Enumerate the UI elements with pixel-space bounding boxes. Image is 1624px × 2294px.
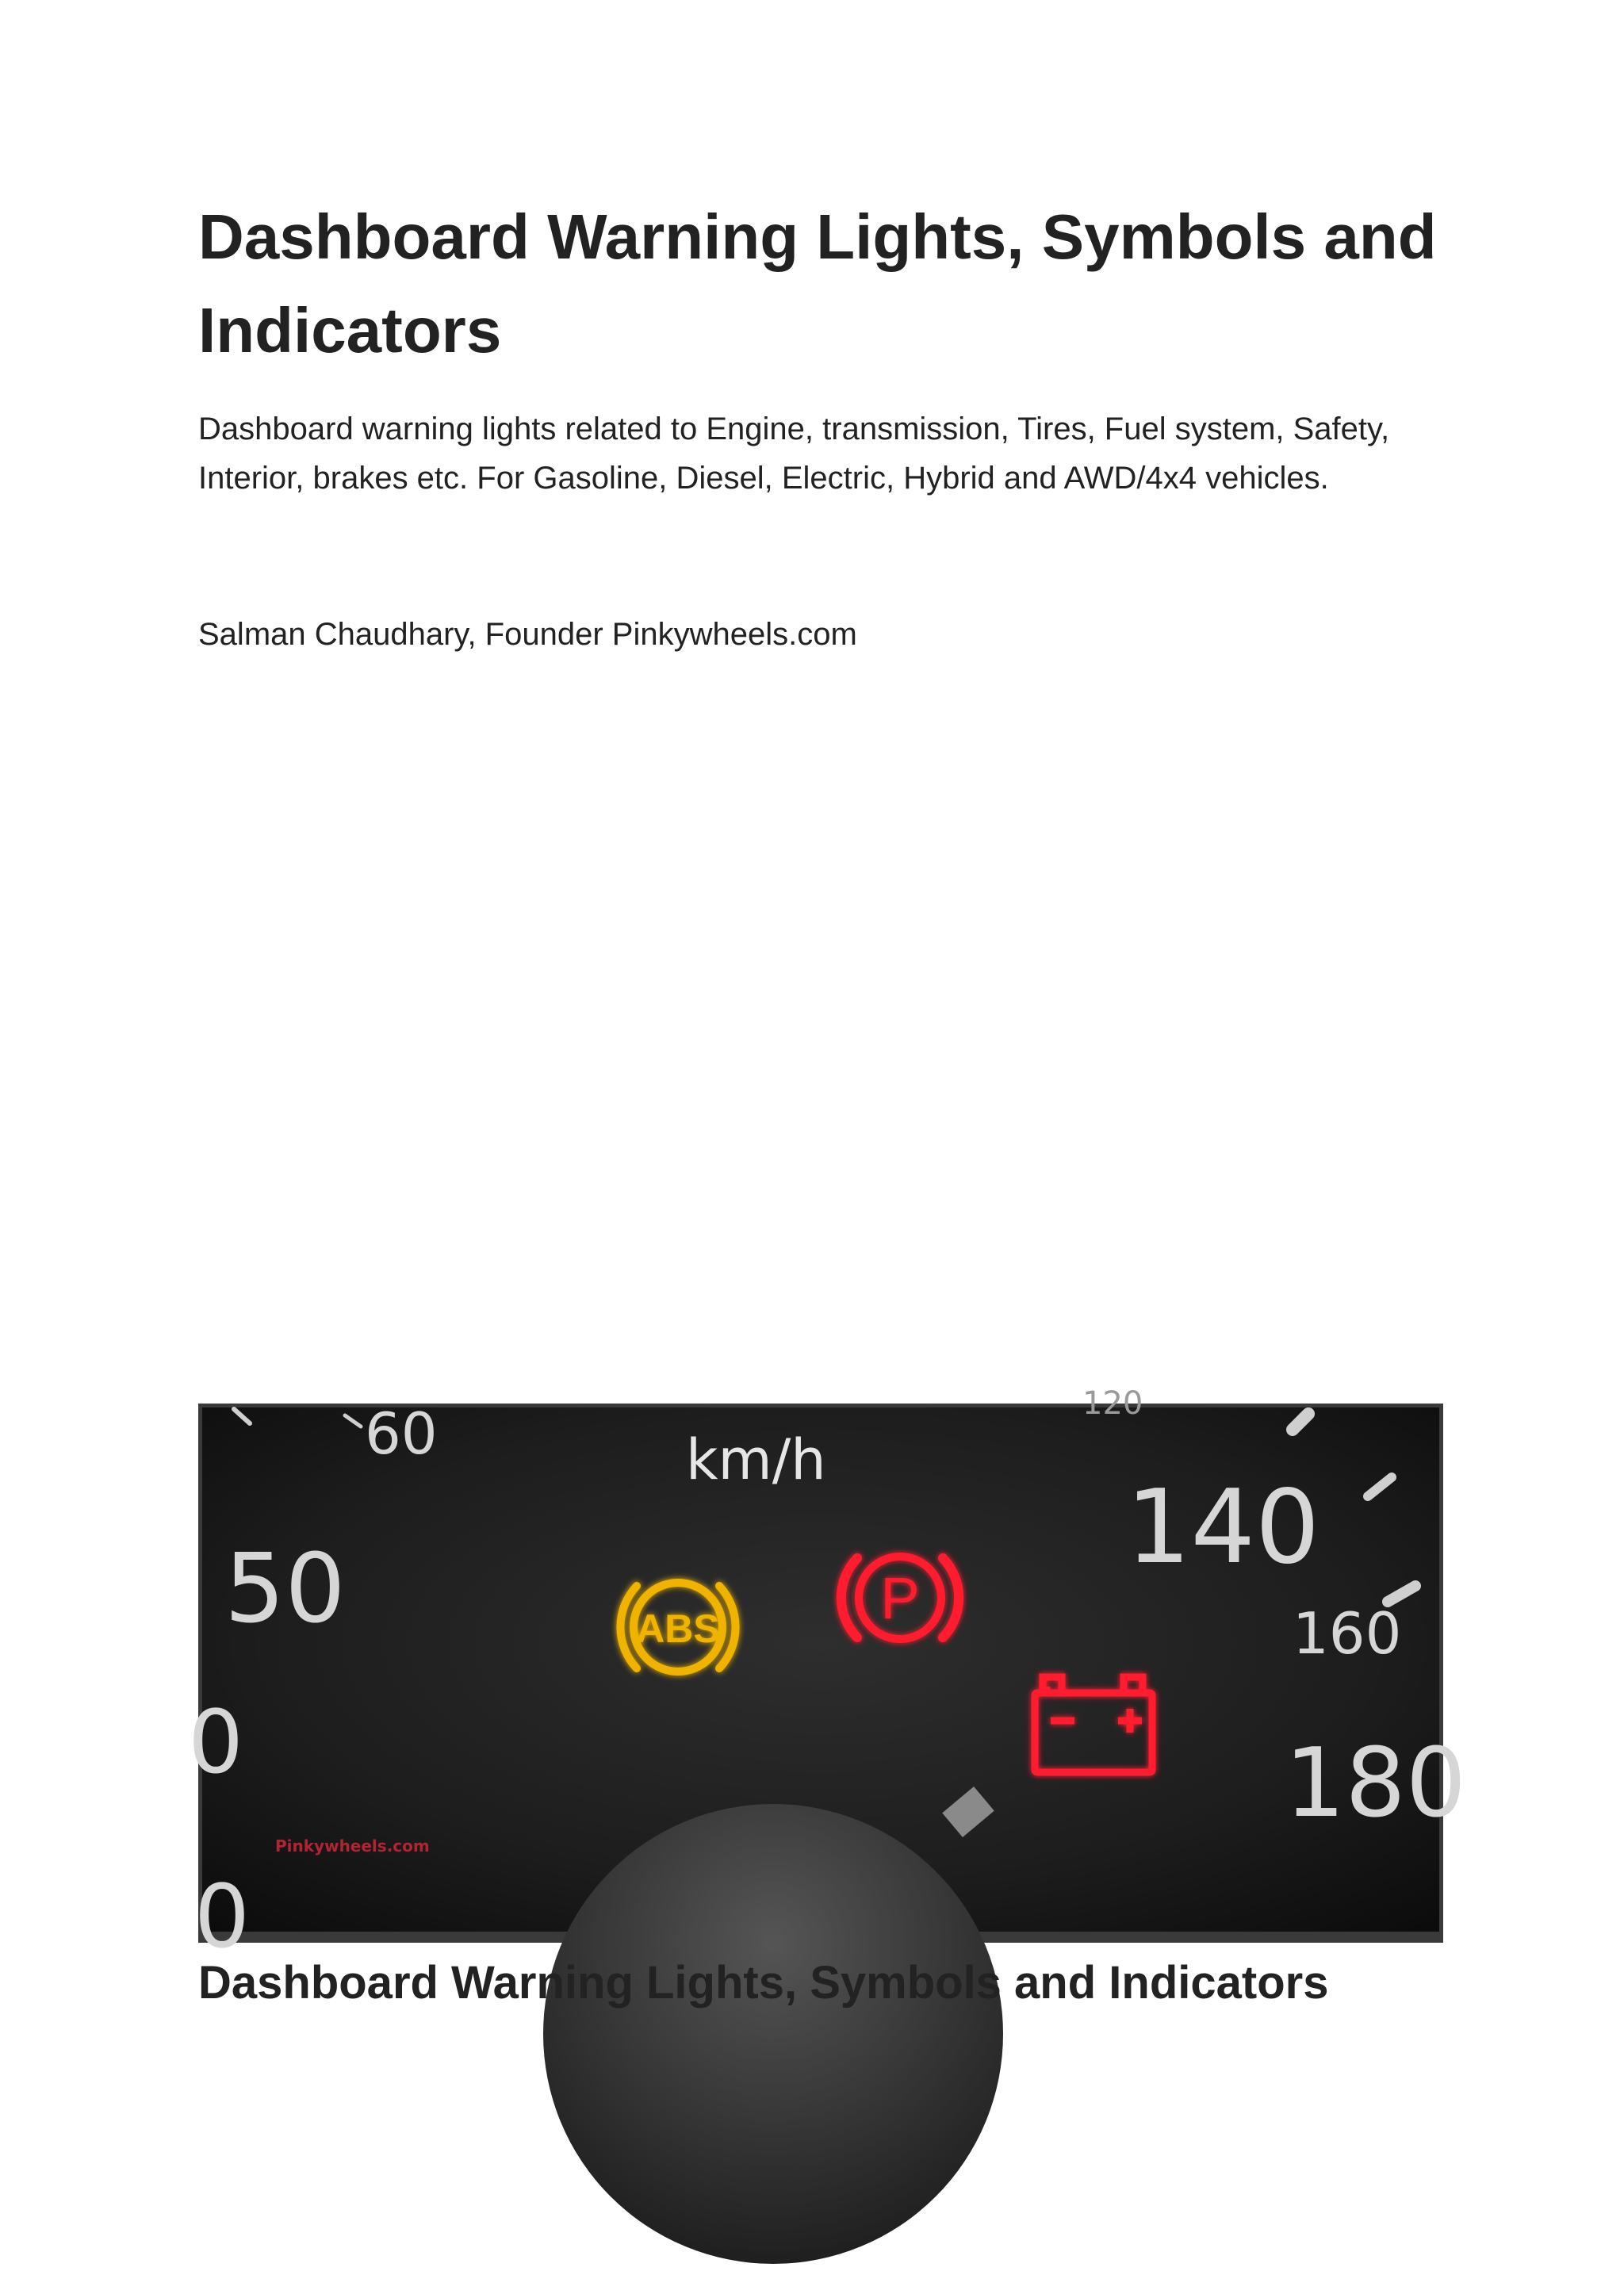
author-byline: Salman Chaudhary, Founder Pinkywheels.com [198, 617, 857, 652]
article-title: Dashboard Warning Lights, Symbols and Indicators [198, 201, 1437, 366]
watermark: Pinkywheels.com [275, 1836, 430, 1855]
dashboard-photo [188, 1385, 1467, 1967]
dashboard-illustration [188, 1385, 1467, 1967]
speed-label-140: 140 [1126, 1469, 1320, 1587]
speed-label-50: 50 [224, 1534, 346, 1645]
speed-label-60: 60 [365, 1400, 438, 1467]
article-subtitle: Dashboard warning lights related to Engine, transmission, Tires, Fuel system, Safety, Interior, brakes etc. For Gasoline, Diesel, Electric, Hybrid and AWD/4x4 vehicles. [198, 412, 1390, 496]
speed-label-160: 160 [1293, 1600, 1402, 1667]
parking-label: P [880, 1565, 920, 1631]
speed-label-partial-top: 120 [1082, 1385, 1143, 1422]
speed-unit: km/h [686, 1427, 826, 1492]
speed-label-partial: 0 [188, 1691, 243, 1793]
speed-label-partial-bottom: 0 [194, 1866, 250, 1967]
image-caption: Dashboard Warning Lights, Symbols and Indicators [198, 1957, 1329, 2009]
abs-label: ABS [636, 1607, 720, 1651]
speed-label-180: 180 [1285, 1729, 1467, 1839]
